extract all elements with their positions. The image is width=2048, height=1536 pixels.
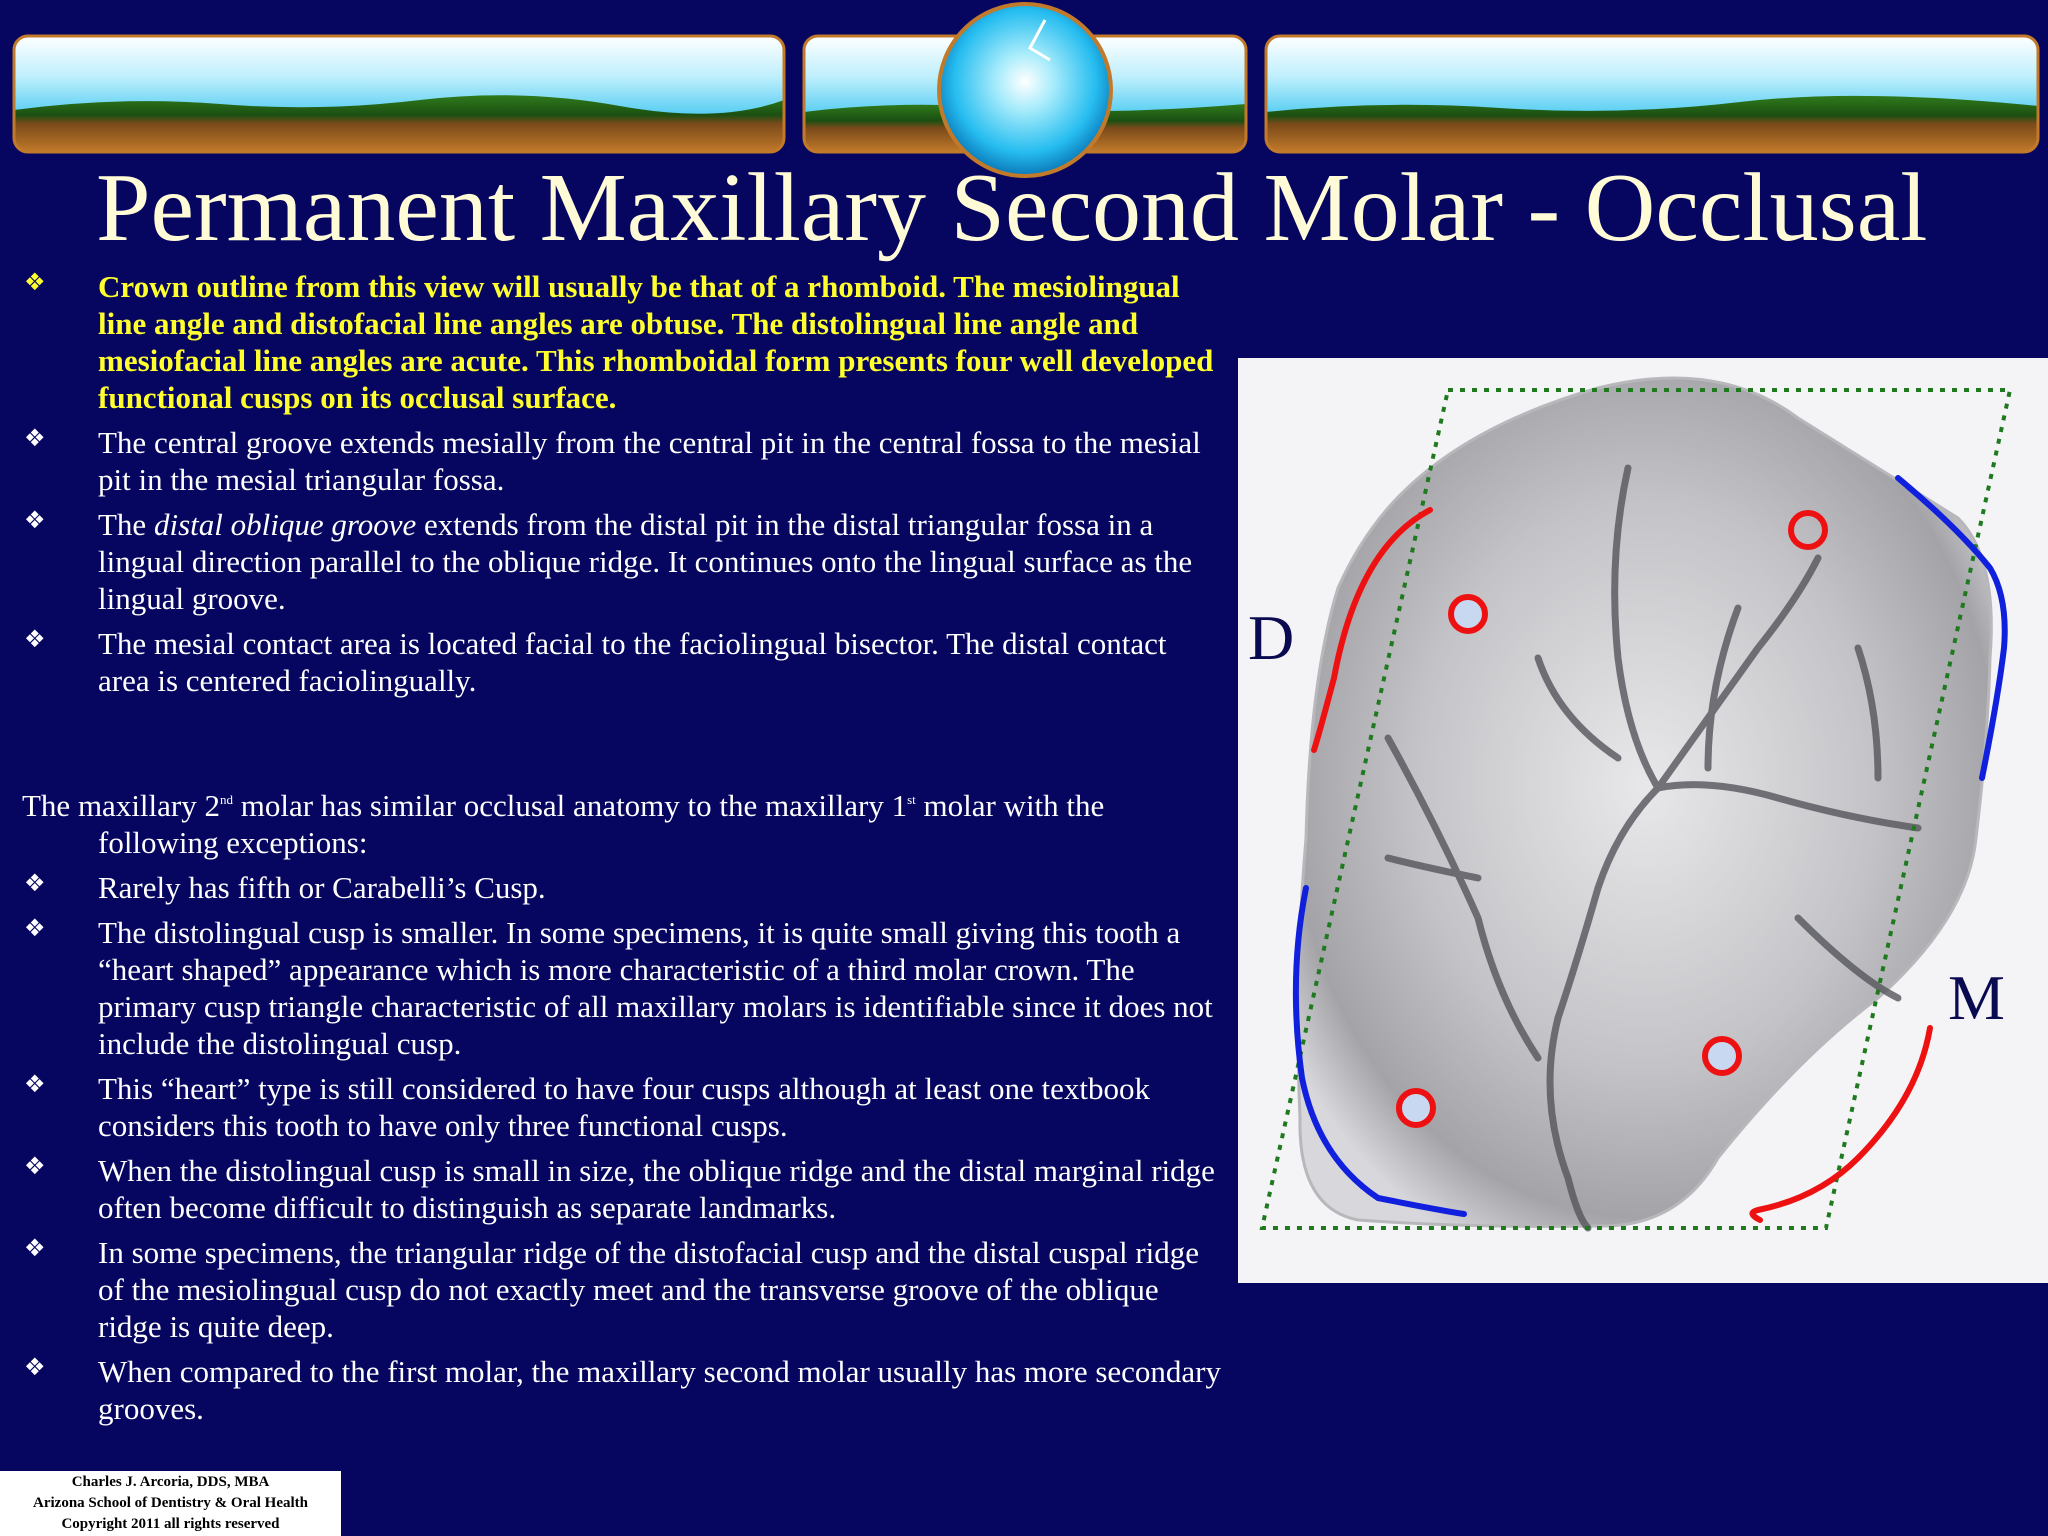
bullet-central-groove xyxy=(22,424,1222,498)
diamond-bullet-icon: ❖ xyxy=(24,1353,46,1381)
molar-illustration xyxy=(1238,358,2048,1283)
diamond-bullet-icon: ❖ xyxy=(24,506,46,534)
slide-title: Permanent Maxillary Second Molar - Occlusal xyxy=(96,154,1928,262)
exceptions-intro xyxy=(22,787,1222,861)
diamond-bullet-icon: ❖ xyxy=(24,1070,46,1098)
bullet-text: The central groove extends mesially from the central pit in the central fossa to the mesial pit in the mesial triangular fossa. xyxy=(98,425,1201,497)
diamond-bullet-icon: ❖ xyxy=(24,625,46,653)
intro-text-3: molar with the xyxy=(915,788,1105,823)
diamond-bullet-icon: ❖ xyxy=(24,1152,46,1180)
author-credit xyxy=(0,1471,341,1536)
diamond-bullet-icon: ❖ xyxy=(24,424,46,452)
bullet-text: When the distolingual cusp is small in size, the oblique ridge and the distal marginal ridge often become difficult to distinguish as separate landmarks. xyxy=(98,1153,1215,1225)
diamond-bullet-icon: ❖ xyxy=(24,869,46,897)
diamond-bullet-icon: ❖ xyxy=(24,268,46,296)
banner-panel-center xyxy=(804,4,1246,176)
bullet-list-exceptions xyxy=(22,869,1222,1427)
intro-text-2: molar has similar occlusal anatomy to the maxillary 1 xyxy=(233,788,908,823)
bullet-text: Crown outline from this view will usually be that of a rhomboid. The mesiolingual line angle and distofacial line angles are obtuse. The distolingual line angle and mesiofacial line angles are acute. This rhomboidal form presents four well developed functional cusps on its occlusal surface. xyxy=(98,269,1214,415)
banner-panel-left xyxy=(14,36,784,152)
intro-superscript-nd: nd xyxy=(220,792,233,807)
bullet-text: The distolingual cusp is smaller. In some specimens, it is quite small giving this tooth a “heart shaped” appearance which is more characteristic of a third molar crown. The primary cusp triangle characteristic of all maxillary molars is identifiable since it does not include the distolingual cusp. xyxy=(98,915,1213,1061)
mesial-label: M xyxy=(1948,962,2005,1033)
bullet-text: In some specimens, the triangular ridge of the distofacial cusp and the distal cuspal ridge of the mesiolingual cusp do not exactly meet and the transverse groove of the oblique ridge is quite deep. xyxy=(98,1235,1200,1344)
banner-panel-right xyxy=(1266,36,2038,152)
credit-institution: Arizona School of Dentistry & Oral Health xyxy=(33,1495,308,1511)
bullet-small-distolingual xyxy=(22,1152,1222,1226)
bullet-text-pre: The xyxy=(98,507,154,542)
bullet-list-top xyxy=(22,268,1222,699)
globe-emblem xyxy=(939,4,1111,176)
bullet-text: When compared to the first molar, the maxillary second molar usually has more secondary grooves. xyxy=(98,1354,1222,1426)
distal-label: D xyxy=(1248,602,1295,673)
bullet-triangular-ridge xyxy=(22,1234,1222,1345)
bullet-heart-type xyxy=(22,1070,1222,1144)
cusp-marker-distolingual xyxy=(1399,1091,1433,1125)
molar-occlusal-figure xyxy=(1238,358,2048,1283)
cusp-marker-distofacial xyxy=(1451,597,1485,631)
bullet-distal-oblique-groove xyxy=(22,506,1222,617)
bullet-text-post: extends from the distal pit in the distal triangular fossa in a lingual direction parallel to the oblique ridge. It continues onto the lingual surface as the lingual groove. xyxy=(98,507,1193,616)
intro-superscript-st: st xyxy=(907,792,916,807)
bullet-text: Rarely has fifth or Carabelli’s Cusp. xyxy=(98,870,546,905)
intro-text-1: The maxillary 2 xyxy=(22,788,220,823)
credit-author: Charles J. Arcoria, DDS, MBA xyxy=(71,1474,270,1490)
diamond-bullet-icon: ❖ xyxy=(24,1234,46,1262)
diamond-bullet-icon: ❖ xyxy=(24,914,46,942)
intro-text-line2: following exceptions: xyxy=(98,825,368,860)
bullet-contact-areas xyxy=(22,625,1222,699)
bullet-carabelli xyxy=(22,869,1222,906)
cusp-marker-mesiolingual xyxy=(1705,1039,1739,1073)
bullet-rhomboid-outline xyxy=(22,268,1222,416)
bullet-text: The mesial contact area is located facial to the faciolingual bisector. The distal contact area is centered faciolingually. xyxy=(98,626,1167,698)
bullet-text: This “heart” type is still considered to have four cusps although at least one textbook considers this tooth to have only three functional cusps. xyxy=(98,1071,1151,1143)
bullet-secondary-grooves xyxy=(22,1353,1222,1427)
term-distal-oblique-groove: distal oblique groove xyxy=(153,507,417,542)
bullet-distolingual-cusp xyxy=(22,914,1222,1062)
credit-copyright: Copyright 2011 all rights reserved xyxy=(61,1516,280,1532)
